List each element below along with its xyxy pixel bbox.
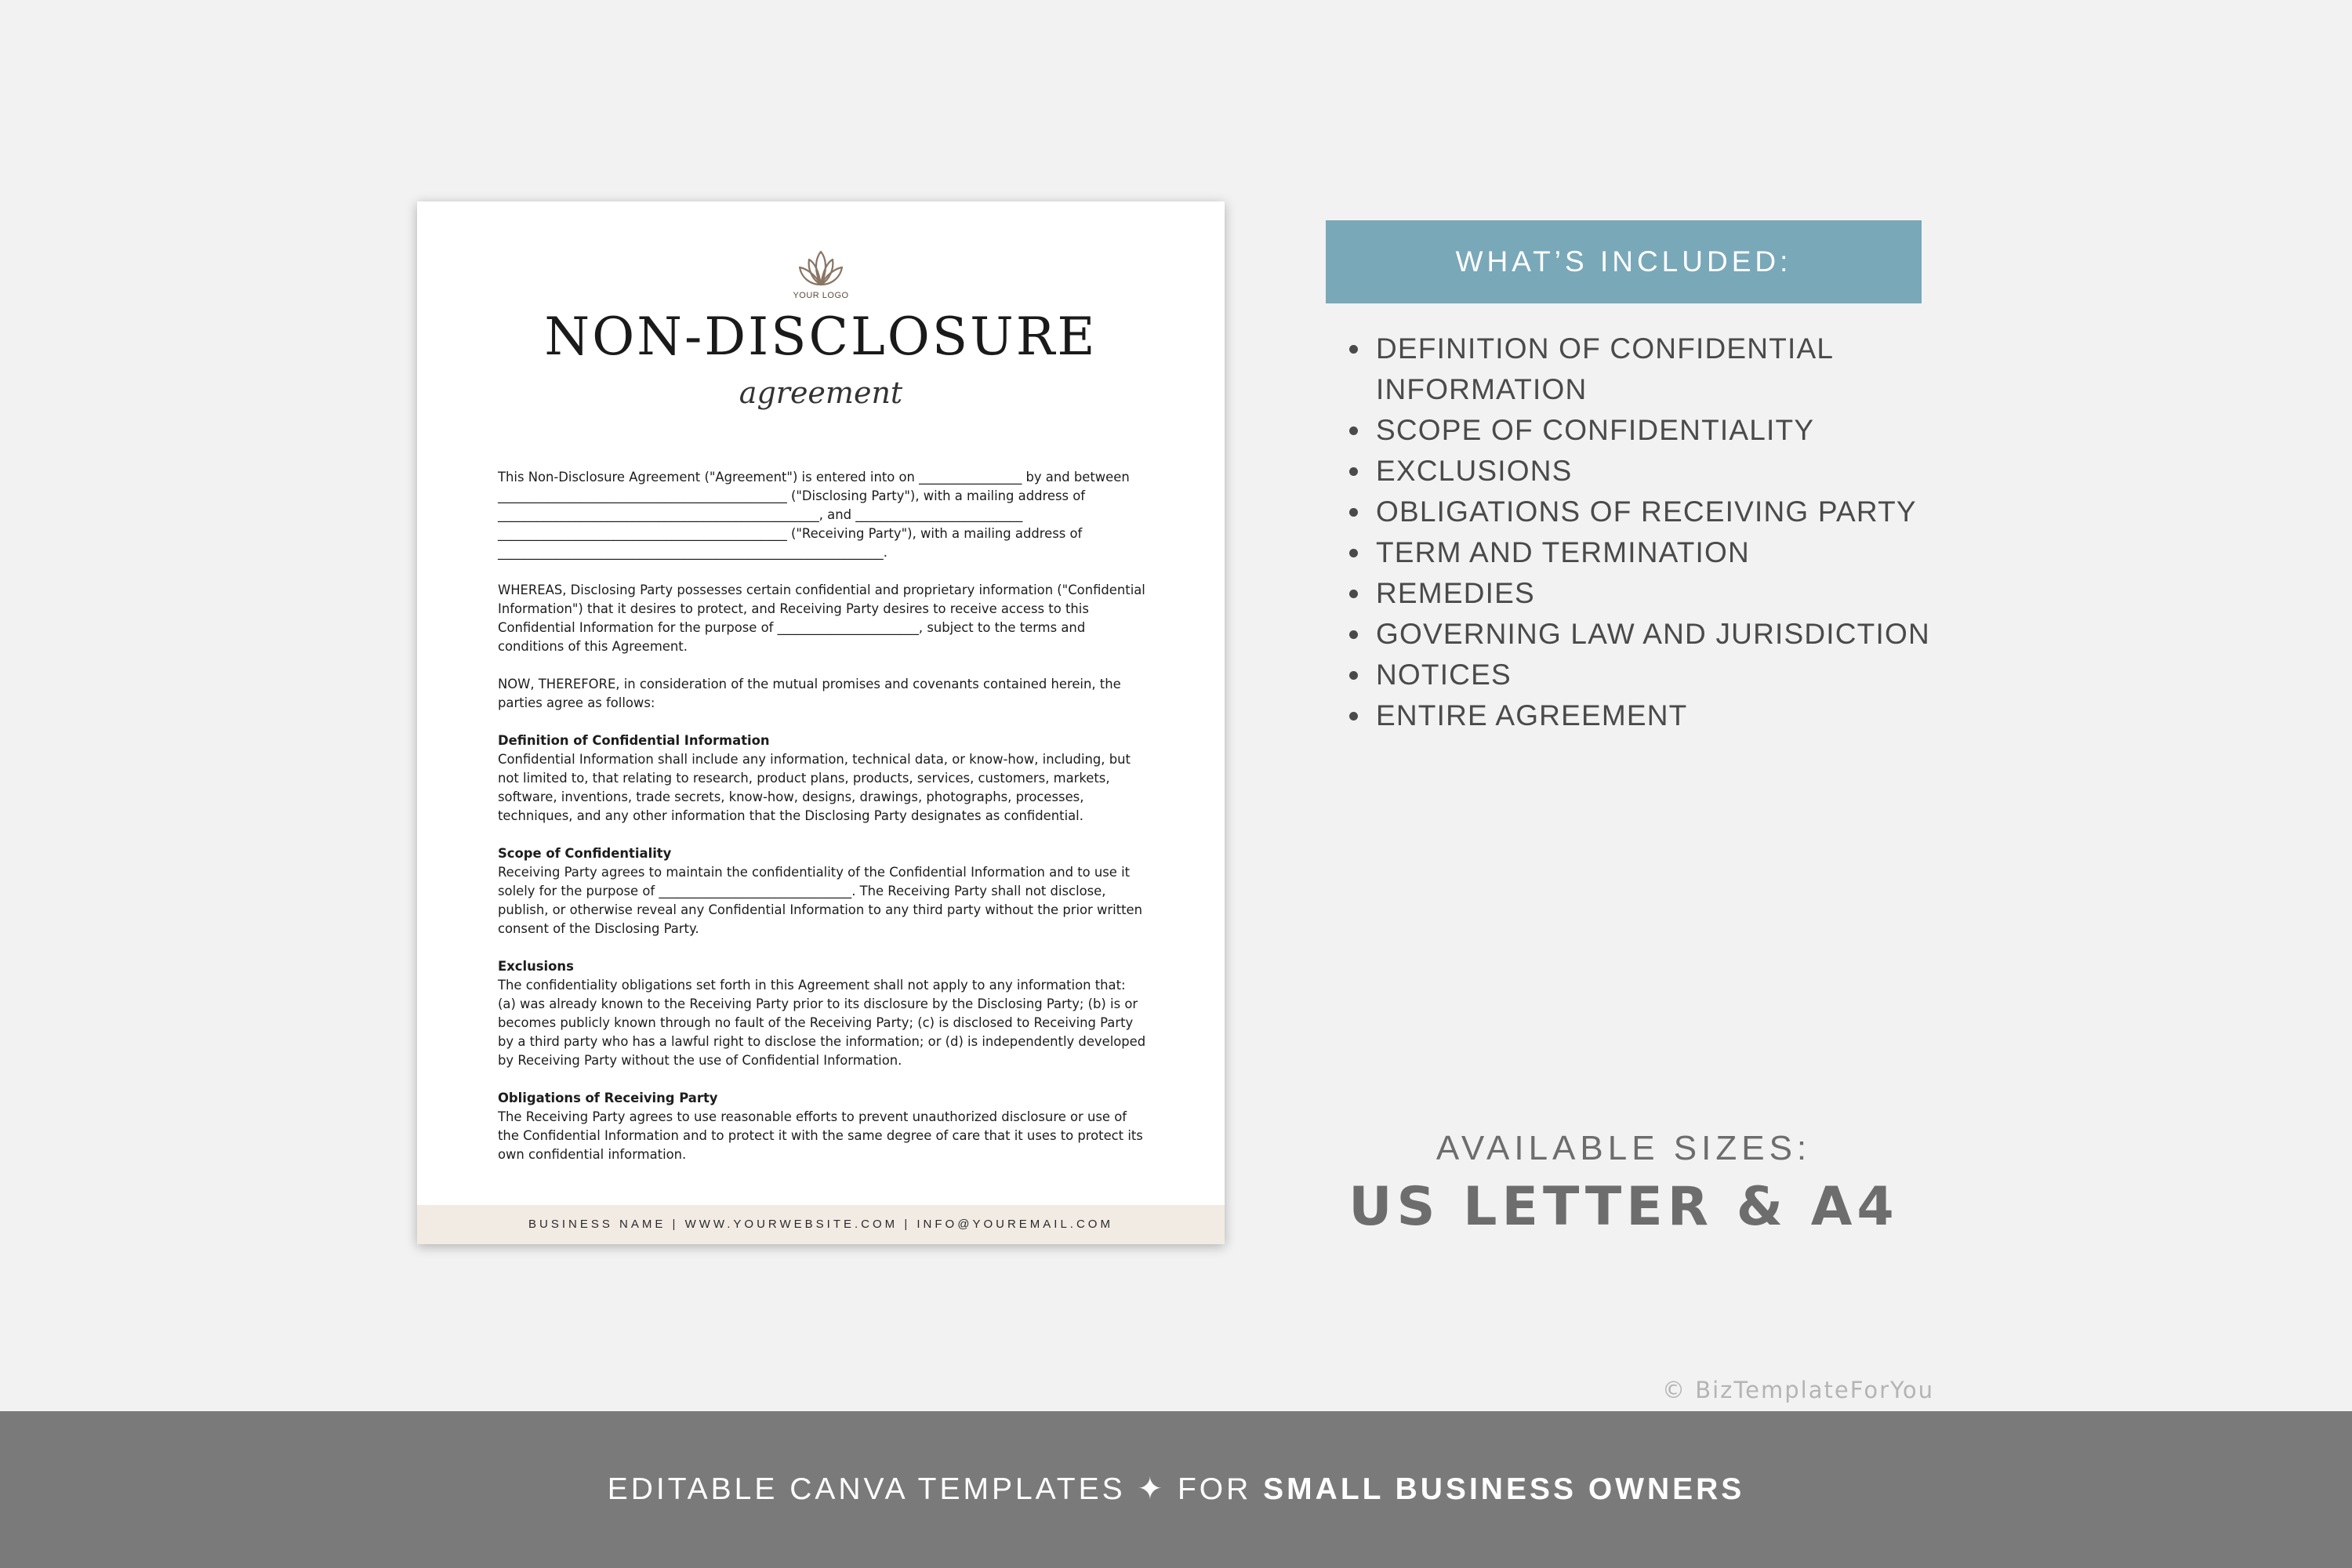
whereas-paragraph: WHEREAS, Disclosing Party possesses certain confidential and proprietary information ("Confidential Information") that it desires to protect, and Receiving Party desires to receive access to this Confidential Information for the purpose of ______________________, subject to the terms and conditions of this Agreement. xyxy=(498,583,1145,654)
document-page xyxy=(417,201,1225,1244)
sizes-value: US LETTER & A4 xyxy=(1348,1176,1899,1238)
intro-paragraph: This Non-Disclosure Agreement ("Agreement") is entered into on ________________ by and between _____________________________________________ ("Disclosing Party"), with a mailing address of __________________________________________________, and __________________________ _____________________________________________ ("Receiving Party"), with a mailing address of ____________________________________________________________. xyxy=(498,470,1130,560)
list-item: REMEDIES xyxy=(1376,573,1940,614)
list-item: EXCLUSIONS xyxy=(1376,451,1940,492)
section-obligations xyxy=(498,1089,1147,1164)
document-footer: BUSINESS NAME | WWW.YOURWEBSITE.COM | INFO@YOUREMAIL.COM xyxy=(417,1205,1225,1244)
logo xyxy=(417,249,1225,300)
section-text: The confidentiality obligations set forth in this Agreement shall not apply to any information that: (a) was already known to the Receiving Party prior to its disclosure by the Disclosing Party; (b) is or becomes publicly known through no fault of the Receiving Party; (c) is disclosed to Receiving Party by a third party who has a lawful right to disclose the information; or (d) is independently developed by Receiving Party without the use of Confidential Information. xyxy=(498,978,1146,1068)
section-text: The Receiving Party agrees to use reasonable efforts to prevent unauthorized disclosure or use of the Confidential Information and to protect it with the same degree of care that it uses to protect its own confidential information. xyxy=(498,1109,1143,1162)
included-list xyxy=(1376,328,1940,736)
bottom-banner xyxy=(0,1411,2352,1568)
section-scope xyxy=(498,844,1147,938)
logo-text: YOUR LOGO xyxy=(793,291,849,300)
now-therefore-paragraph: NOW, THEREFORE, in consideration of the mutual promises and covenants contained herein, the parties agree as follows: xyxy=(498,677,1121,710)
copyright-text: © BizTemplateForYou xyxy=(1662,1377,1935,1403)
list-item: TERM AND TERMINATION xyxy=(1376,532,1940,573)
document-body xyxy=(498,468,1147,1183)
document-subtitle: agreement xyxy=(739,376,903,410)
document-title: NON-DISCLOSURE xyxy=(544,307,1098,367)
lotus-icon xyxy=(793,249,848,289)
sizes-label: AVAILABLE SIZES: xyxy=(1436,1129,1812,1167)
section-heading: Exclusions xyxy=(498,959,574,974)
section-text: Confidential Information shall include any information, technical data, or know-how, including, but not limited to, that relating to research, product plans, products, services, customers, markets, software, inventions, trade secrets, know-how, designs, drawings, photographs, processes, techniques, and any other information that the Disclosing Party designates as confidential. xyxy=(498,752,1131,823)
list-item: DEFINITION OF CONFIDENTIAL INFORMATION xyxy=(1376,328,1940,410)
list-item: NOTICES xyxy=(1376,655,1940,695)
section-exclusions xyxy=(498,957,1147,1070)
section-definition xyxy=(498,731,1147,826)
section-text: Receiving Party agrees to maintain the confidentiality of the Confidential Information and to use it solely for the purpose of ______________________________. The Receiving Party shall not disclose, publish, or otherwise reveal any Confidential Information to any third party without the prior written consent of the Disclosing Party. xyxy=(498,865,1143,936)
section-heading: Obligations of Receiving Party xyxy=(498,1091,718,1105)
list-item: ENTIRE AGREEMENT xyxy=(1376,695,1940,736)
list-item: SCOPE OF CONFIDENTIALITY xyxy=(1376,410,1940,451)
section-heading: Definition of Confidential Information xyxy=(498,733,770,748)
section-heading: Scope of Confidentiality xyxy=(498,846,672,861)
banner-strong-text: SMALL BUSINESS OWNERS xyxy=(1263,1472,1745,1506)
list-item: OBLIGATIONS OF RECEIVING PARTY xyxy=(1376,492,1940,532)
banner-text: EDITABLE CANVA TEMPLATES ✦ FOR xyxy=(607,1472,1252,1506)
included-header: WHAT’S INCLUDED: xyxy=(1326,220,1922,303)
list-item: GOVERNING LAW AND JURISDICTION xyxy=(1376,614,1940,655)
